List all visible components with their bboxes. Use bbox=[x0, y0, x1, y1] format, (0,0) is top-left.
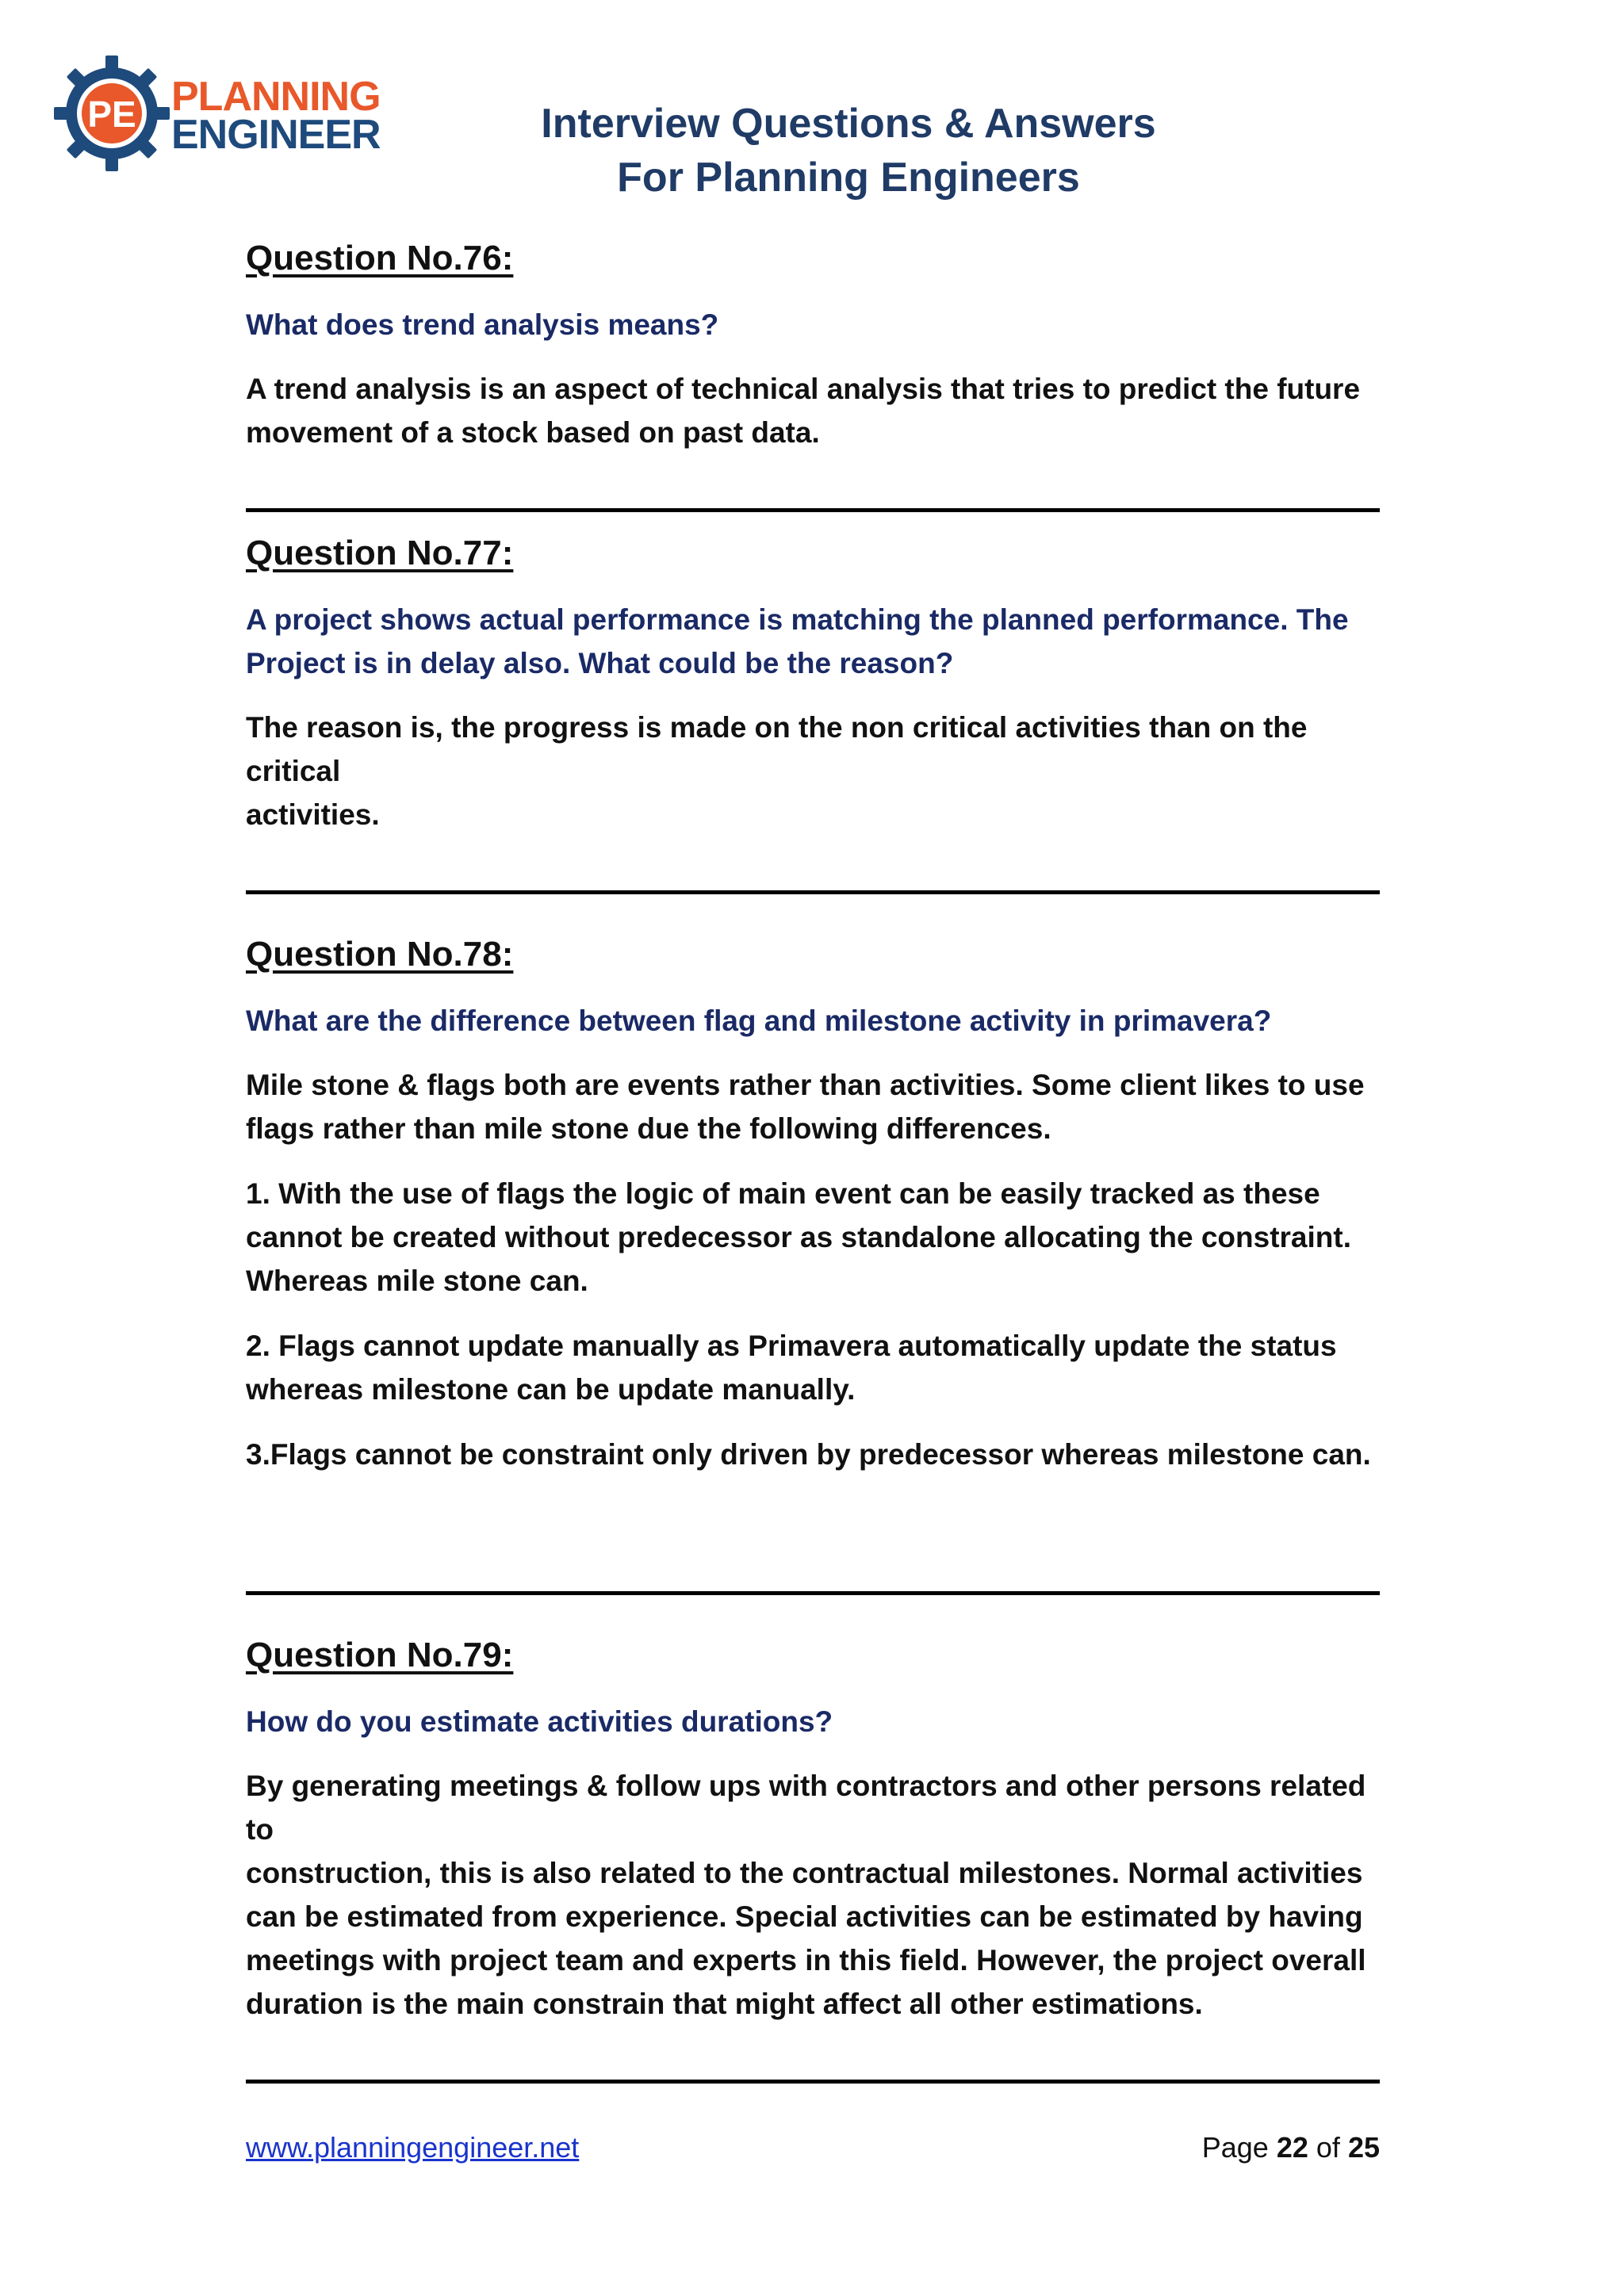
answer-line: whereas milestone can be update manually. bbox=[246, 1373, 856, 1406]
document-title bbox=[492, 97, 1205, 205]
answer-line: activities. bbox=[246, 798, 380, 831]
answer-paragraph bbox=[246, 367, 1380, 454]
section-divider bbox=[246, 2080, 1380, 2084]
answer-line: movement of a stock based on past data. bbox=[246, 416, 820, 449]
answer-line: flags rather than mile stone due the following differences. bbox=[246, 1112, 1051, 1145]
question-section bbox=[246, 1632, 1380, 2084]
answer-line: The reason is, the progress is made on the non critical activities than on the critical bbox=[246, 711, 1308, 787]
page-total: 25 bbox=[1347, 2131, 1380, 2164]
answer-line: 3.Flags cannot be constraint only driven by predecessor whereas milestone can. bbox=[246, 1438, 1371, 1471]
answer-line: construction, this is also related to the contractual milestones. Normal activities bbox=[246, 1857, 1363, 1889]
answer-line: meetings with project team and experts in this field. However, the project overall bbox=[246, 1944, 1366, 1976]
answer-point-2 bbox=[246, 1324, 1380, 1411]
answer-line: duration is the main constrain that might affect all other estimations. bbox=[246, 1988, 1203, 2020]
question-line: Project is in delay also. What could be the reason? bbox=[246, 647, 954, 679]
answer-paragraph bbox=[246, 1764, 1380, 2026]
logo-monogram: PE bbox=[87, 94, 136, 135]
title-line-2: For Planning Engineers bbox=[617, 155, 1080, 201]
question-section bbox=[246, 530, 1380, 894]
answer-line: can be estimated from experience. Special activities can be estimated by having bbox=[246, 1900, 1363, 1933]
section-divider bbox=[246, 1591, 1380, 1595]
answer-paragraph bbox=[246, 1063, 1380, 1150]
section-divider bbox=[246, 508, 1380, 512]
question-text: How do you estimate activities durations? bbox=[246, 1705, 833, 1738]
question-section bbox=[246, 235, 1380, 512]
question-heading: Question No.77: bbox=[246, 534, 514, 572]
question-section bbox=[246, 931, 1380, 1595]
gear-logo-icon bbox=[52, 54, 171, 173]
question-text bbox=[246, 598, 1380, 685]
answer-line: A trend analysis is an aspect of technical analysis that tries to predict the future bbox=[246, 373, 1361, 405]
answer-line: By generating meetings & follow ups with contractors and other persons related to bbox=[246, 1770, 1366, 1846]
title-line-1: Interview Questions & Answers bbox=[541, 101, 1156, 147]
website-link[interactable]: www.planningengineer.net bbox=[246, 2131, 580, 2164]
page-current: 22 bbox=[1276, 2131, 1308, 2164]
question-line: A project shows actual performance is matching the planned performance. The bbox=[246, 603, 1349, 636]
question-text: What does trend analysis means? bbox=[246, 308, 719, 341]
answer-point-3 bbox=[246, 1433, 1380, 1476]
qa-content bbox=[246, 235, 1380, 2084]
answer-paragraph bbox=[246, 706, 1380, 836]
question-heading: Question No.76: bbox=[246, 239, 514, 277]
planning-engineer-logo bbox=[52, 54, 401, 173]
answer-line: 2. Flags cannot update manually as Primavera automatically update the status bbox=[246, 1330, 1337, 1362]
answer-line: Whereas mile stone can. bbox=[246, 1265, 588, 1297]
answer-point-1 bbox=[246, 1172, 1380, 1303]
question-text: What are the difference between flag and milestone activity in primavera? bbox=[246, 1004, 1272, 1037]
logo-text-planning: PLANNING bbox=[171, 74, 381, 120]
page-prefix: Page bbox=[1201, 2131, 1269, 2164]
section-divider bbox=[246, 890, 1380, 894]
page-sep: of bbox=[1316, 2131, 1340, 2164]
question-heading: Question No.78: bbox=[246, 935, 514, 974]
answer-line: Mile stone & flags both are events rather than activities. Some client likes to use bbox=[246, 1069, 1365, 1101]
answer-line: 1. With the use of flags the logic of main event can be easily tracked as these bbox=[246, 1177, 1320, 1210]
page-number bbox=[1202, 2131, 1380, 2164]
question-heading: Question No.79: bbox=[246, 1636, 514, 1674]
answer-line: cannot be created without predecessor as standalone allocating the constraint. bbox=[246, 1221, 1351, 1253]
logo-text-engineer: ENGINEER bbox=[171, 112, 381, 158]
